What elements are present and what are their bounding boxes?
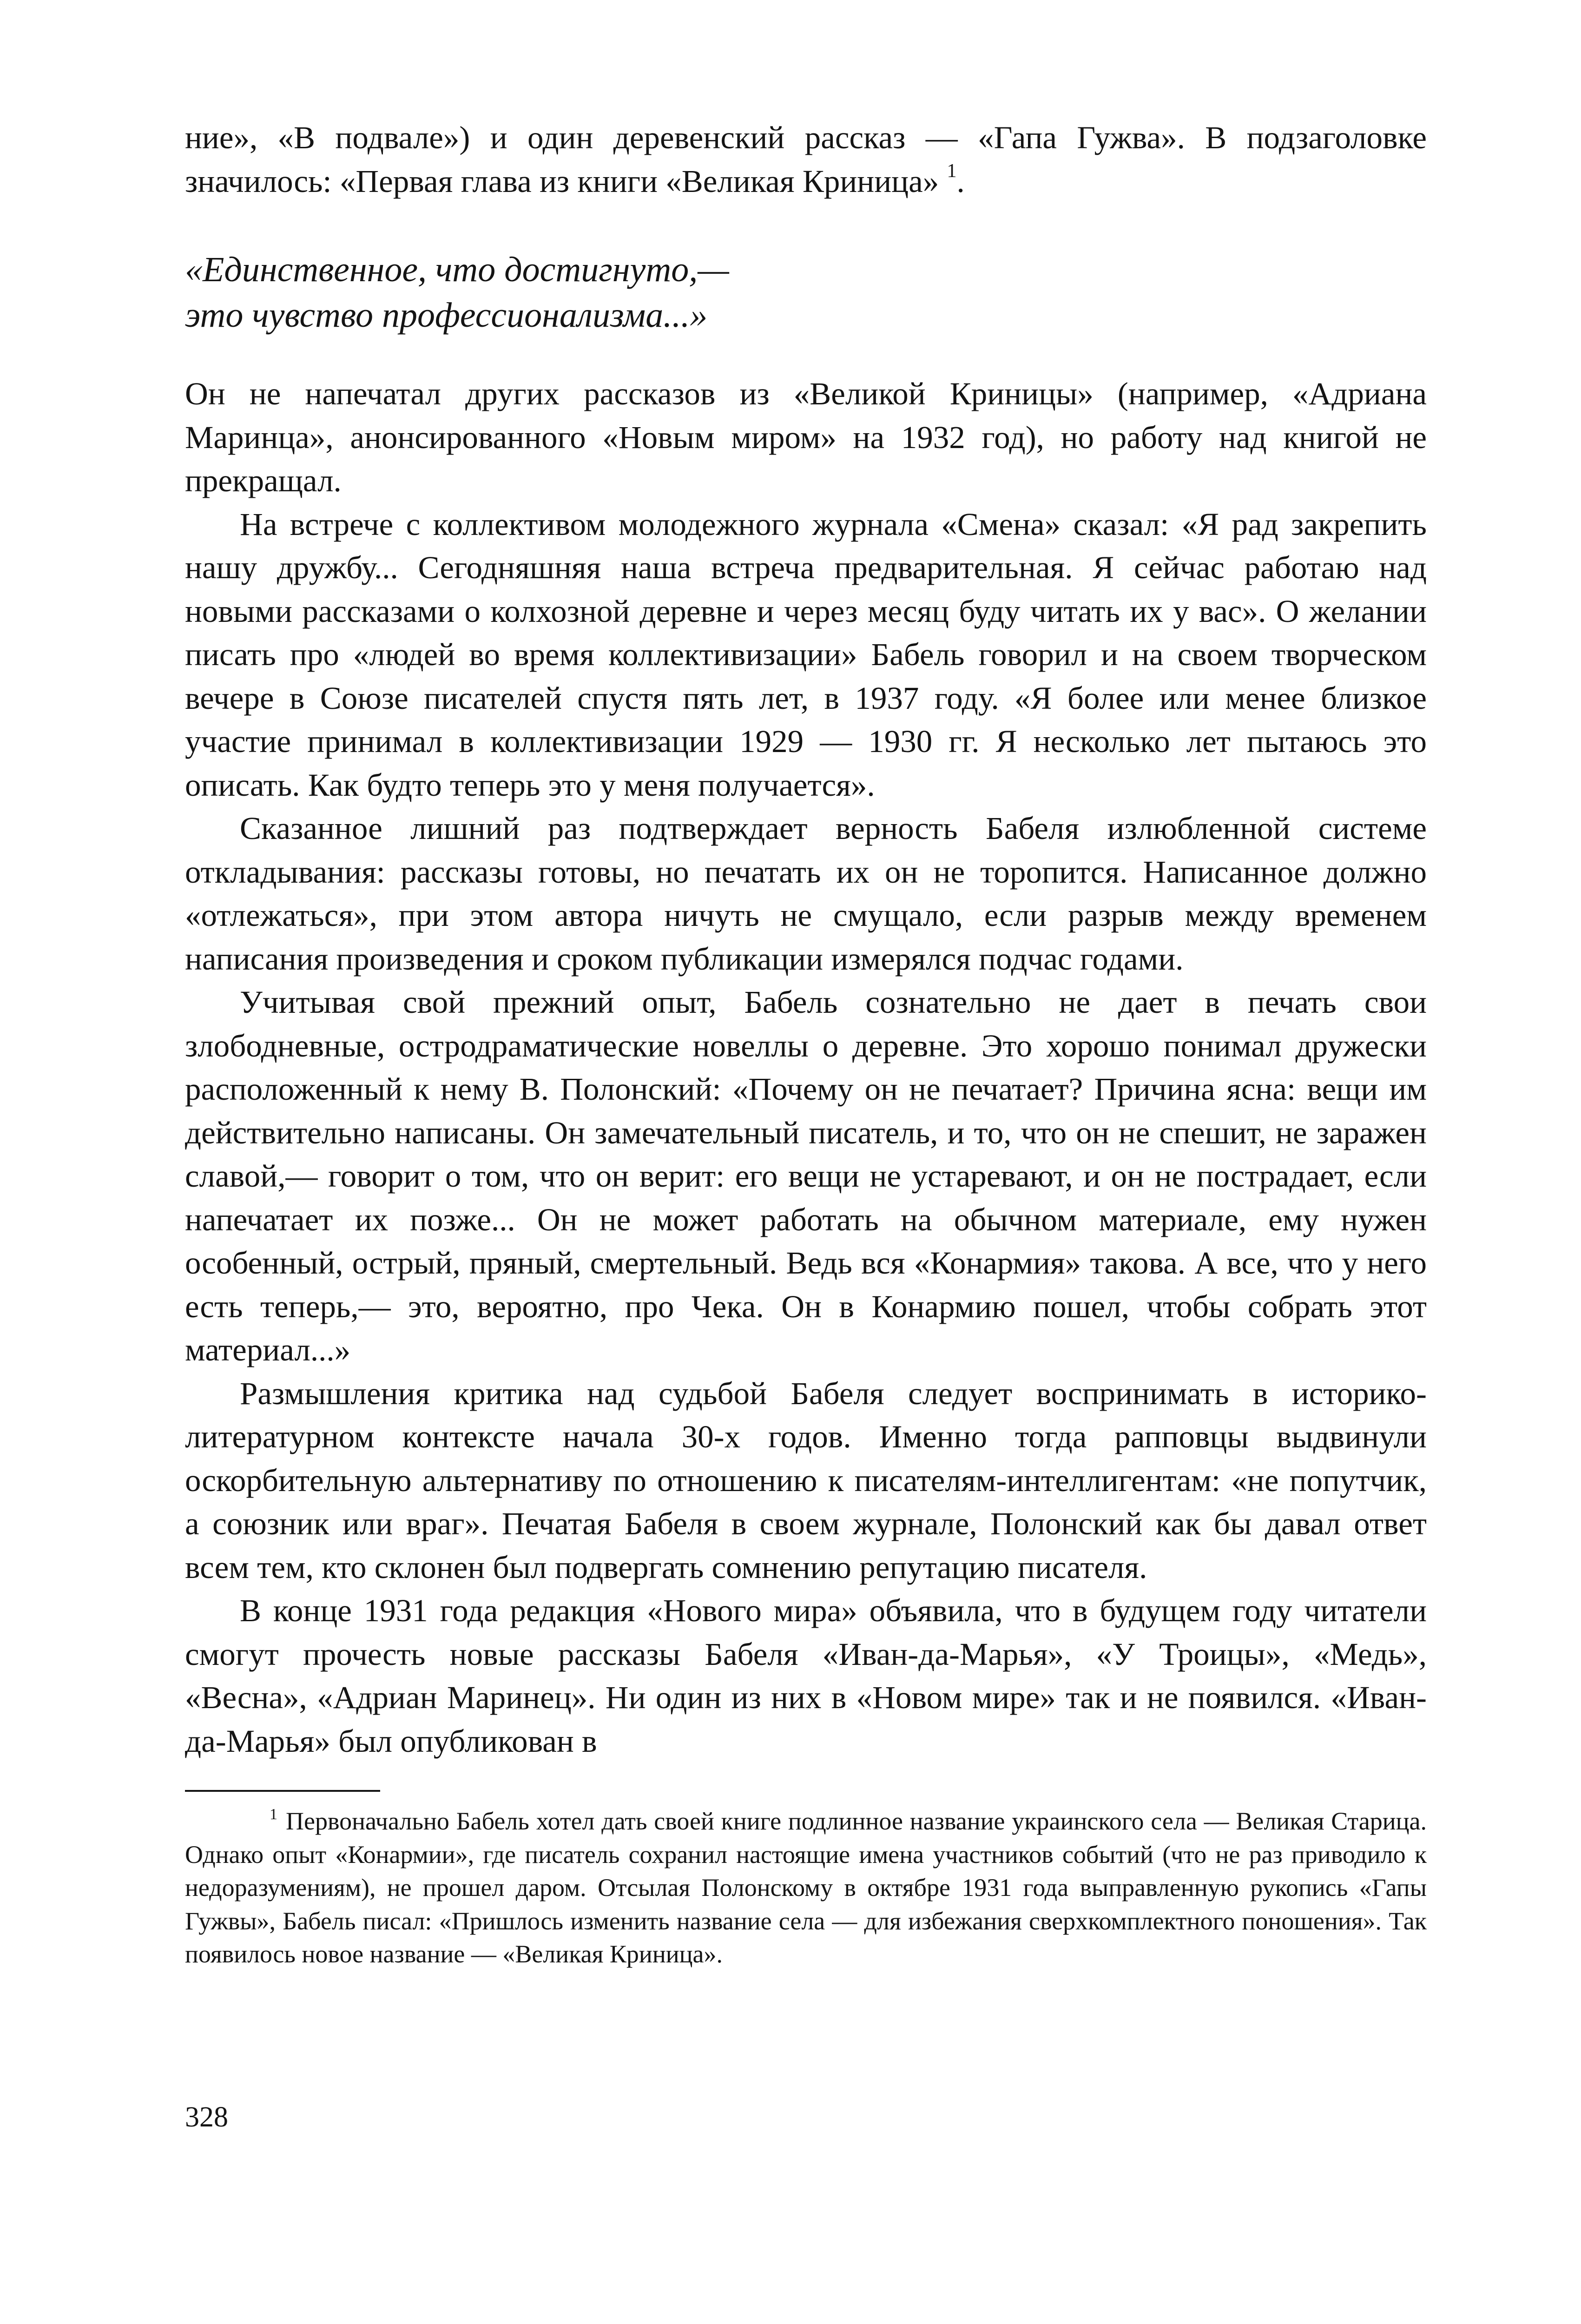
footnote-reference: 1 [947, 160, 957, 182]
paragraph: Сказанное лишний раз подтверждает верность Бабеля излюбленной системе откладывания: рассказы готовы, но печатать их он не торопится. Написанное должно «отлежаться», при этом автора ничуть не смущало, если разрыв между временем написания произведения и сроком публикации измерялся подчас годами. [185, 811, 1427, 977]
continued-paragraph-text: ние», «В подвале») и один деревенский рассказ — «Гапа Гужва». В подзаголовке значилось: «Первая глава из книги «Великая Криница» [185, 120, 1427, 199]
footnote-marker: 1 [270, 1806, 277, 1823]
footnote [185, 1805, 1427, 1971]
paragraph: На встрече с коллективом молодежного журнала «Смена» сказал: «Я рад закрепить нашу дружбу... Сегодняшняя наша встреча предварительная. Я сейчас работаю над новыми рассказами о колхозной деревне и через месяц буду читать их у вас». О желании писать про «людей во время коллективизации» Бабель говорил и на своем творческом вечере в Союзе писателей спустя пять лет, в 1937 году. «Я более или менее близкое участие принимал в коллективизации 1929 — 1930 гг. Я несколько лет пытаюсь это описать. Как будто теперь это у меня получается». [185, 506, 1427, 803]
book-page [185, 116, 1427, 1971]
section-heading-line-2: это чувство профессионализма...» [185, 296, 708, 335]
page-number: 328 [185, 2101, 228, 2133]
continued-paragraph [185, 116, 1427, 203]
section-heading [185, 247, 1427, 338]
paragraph: Учитывая свой прежний опыт, Бабель сознательно не дает в печать свои злободневные, остродраматические новеллы о деревне. Это хорошо понимал дружески расположенный к нему В. Полонский: «Почему он не печатает? Причина ясна: вещи им действительно написаны. Он замечательный писатель, и то, что он не спешит, не заражен славой,— говорит о том, что он верит: его вещи не устаревают, и он не пострадает, если напечатает их позже... Он не может работать на обычном материале, ему нужен особенный, острый, пряный, смертельный. Ведь вся «Конармия» такова. А все, что у него есть теперь,— это, вероятно, про Чека. Он в Конармию пошел, чтобы собрать этот материал...» [185, 984, 1427, 1367]
footnote-divider [185, 1790, 380, 1792]
paragraph: В конце 1931 года редакция «Нового мира» объявила, что в будущем году читатели смогут прочесть новые рассказы Бабеля «Иван-да-Марья», «У Троицы», «Медь», «Весна», «Адриан Маринец». Ни один из них в «Новом мире» так и не появился. «Иван-да-Марья» был опубликован в [185, 1593, 1427, 1759]
paragraph: Он не напечатал других рассказов из «Великой Криницы» (например, «Адриана Маринца», анонсированного «Новым миром» на 1932 год), но работу над книгой не прекращал. [185, 376, 1427, 498]
section-heading-line-1: «Единственное, что достигнуто,— [185, 250, 729, 289]
continued-paragraph-end: . [956, 163, 965, 199]
spacer [185, 203, 1427, 247]
footnote-text: Первоначально Бабель хотел дать своей книге подлинное название украинского села — Великая Старица. Однако опыт «Конармии», где писатель сохранил настоящие имена участников событий (что не раз приводило к недоразумениям), не прошел даром. Отсылая Полонскому в октябре 1931 года выправленную рукопись «Гапы Гужвы», Бабель писал: «Пришлось изменить название села — для избежания сверхкомплектного поношения». Так появилось новое название — «Великая Криница». [185, 1807, 1427, 1968]
spacer [185, 338, 1427, 372]
paragraph: Размышления критика над судьбой Бабеля следует воспринимать в историко-литературном контексте начала 30-х годов. Именно тогда рапповцы выдвинули оскорбительную альтернативу по отношению к писателям-интеллигентам: «не попутчик, а союзник или враг». Печатая Бабеля в своем журнале, Полонский как бы давал ответ всем тем, кто склонен был подвергать сомнению репутацию писателя. [185, 1375, 1427, 1585]
body-text [185, 372, 1427, 1763]
opening-text [185, 116, 1427, 203]
